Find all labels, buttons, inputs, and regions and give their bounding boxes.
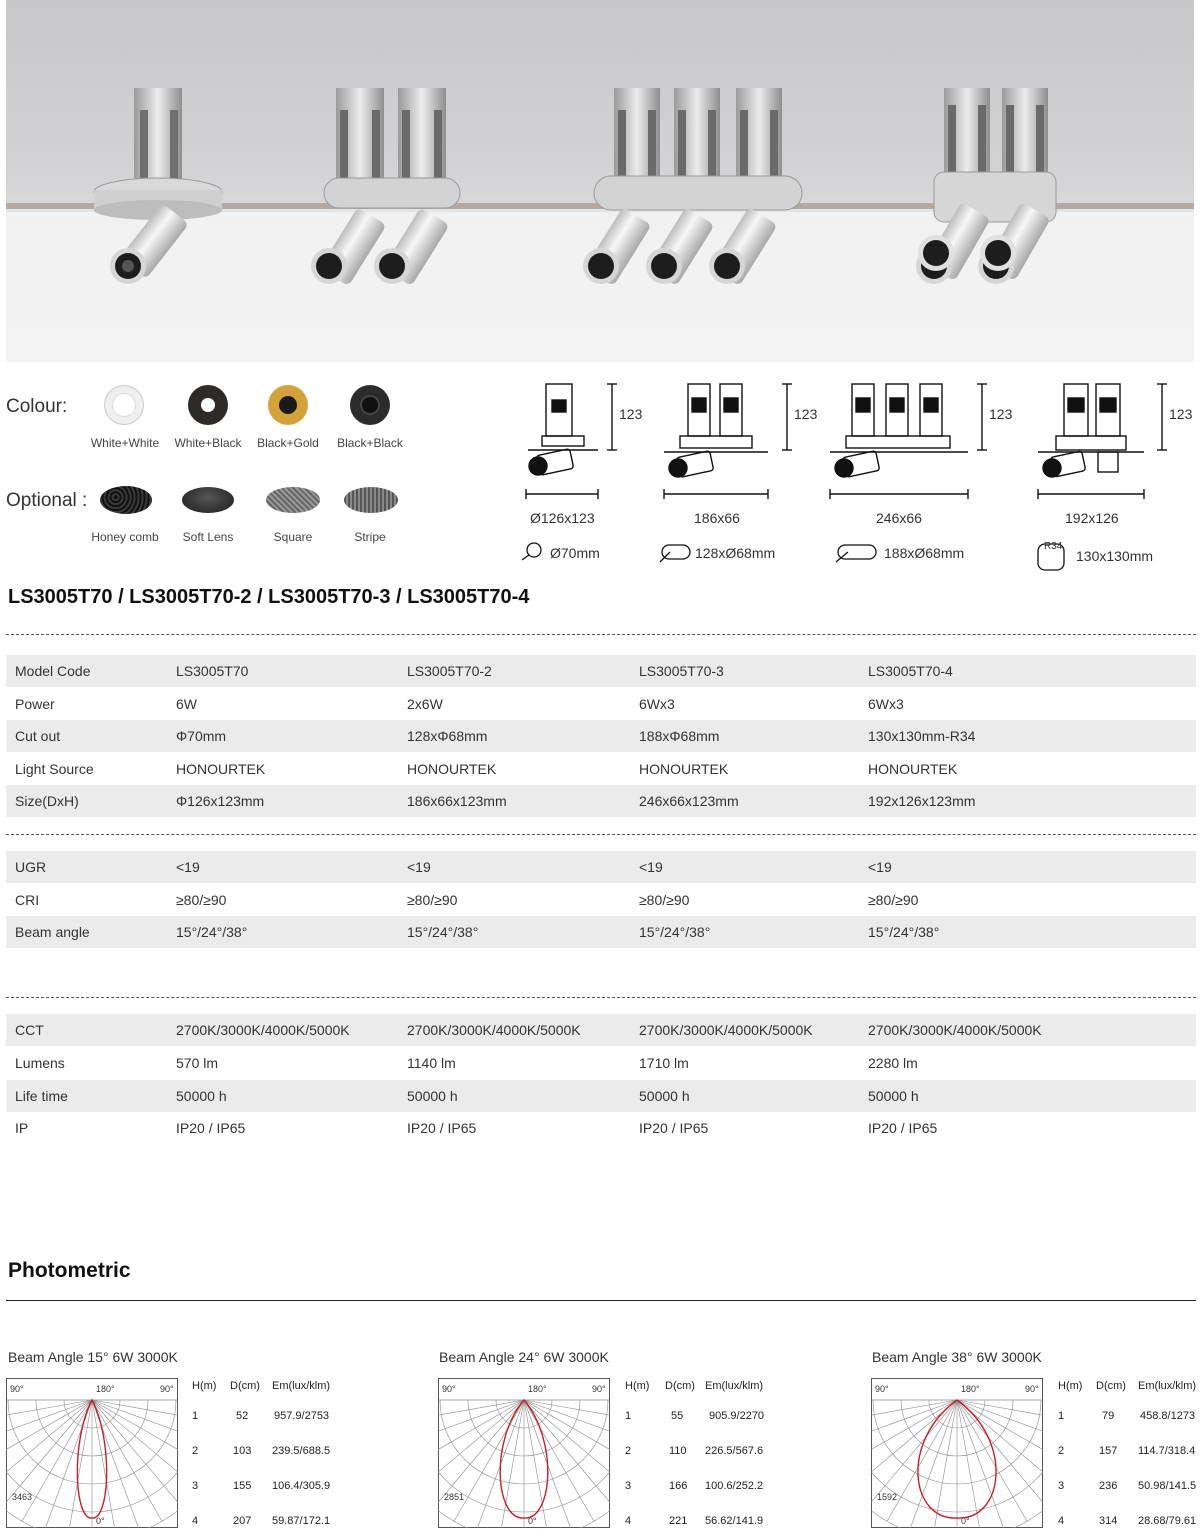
spec-value: ≥80/≥90 [868,892,919,908]
spec-value: 6Wx3 [868,696,904,712]
polar-label-top: 180° [961,1384,980,1394]
spec-value: Φ126x123mm [176,793,265,809]
spec-value: ≥80/≥90 [176,892,227,908]
spec-label: UGR [15,859,47,875]
cell: 226.5/567.6 [705,1445,764,1457]
cell: 4 [625,1515,632,1527]
photometric-title: Photometric [8,1259,131,1282]
dimension-height: 123 [619,406,643,422]
table-row [6,1112,1196,1144]
spec-value: 50000 h [407,1088,458,1104]
cell: 55 [671,1410,684,1422]
corner-radius-label: R34 [1044,541,1063,552]
spec-value: 15°/24°/38° [639,924,711,940]
colour-label: Colour: [6,396,68,417]
cell: 166 [669,1480,688,1492]
cell: 1 [625,1410,632,1422]
spec-value: <19 [868,859,892,875]
col-header: D(cm) [1096,1380,1126,1392]
polar-label-right: 90° [1025,1384,1039,1394]
polar-label-left: 90° [875,1384,889,1394]
dimension-size: Ø126x123 [530,510,595,526]
col-header: D(cm) [230,1380,260,1392]
cell: 2 [1058,1445,1065,1457]
cell: 458.8/1273 [1140,1410,1196,1422]
spec-value: 15°/24°/38° [176,924,248,940]
spec-value: 50000 h [176,1088,227,1104]
polar-label-top: 180° [528,1384,547,1394]
cell: 905.9/2270 [709,1410,765,1422]
cutout-size: 128xØ68mm [695,545,776,561]
dashed-divider [6,997,1196,998]
cutout-size: 188xØ68mm [884,545,965,561]
col-header: H(m) [1058,1380,1083,1392]
cell: 79 [1102,1410,1115,1422]
cell: 4 [192,1515,199,1527]
spec-value: 6W [176,696,197,712]
col-header: Em(lux/klm) [272,1380,331,1392]
col-header: D(cm) [665,1380,695,1392]
spec-value: 50000 h [868,1088,919,1104]
spec-value: 15°/24°/38° [407,924,479,940]
spec-value: 186x66x123mm [407,793,507,809]
colour-caption: Black+Black [337,436,403,450]
spec-label: CCT [15,1022,44,1038]
spec-value: 246x66x123mm [639,793,739,809]
spec-value: 2280 lm [868,1055,918,1071]
cell: 3 [192,1480,199,1492]
col-header: Em(lux/klm) [705,1380,764,1392]
cell: 155 [233,1480,252,1492]
cell: 2 [192,1445,199,1457]
spec-value: LS3005T70-2 [407,663,492,679]
table-row [6,753,1196,785]
photometric-divider [6,1300,1196,1301]
spec-label: CRI [15,892,40,908]
polar-label-left: 90° [10,1384,24,1394]
cell: 3 [1058,1480,1065,1492]
cell: 114.7/318.4 [1138,1445,1196,1457]
spec-label: Size(DxH) [15,793,79,809]
table-row [6,655,1196,687]
cell: 221 [669,1515,688,1527]
table-row [6,916,1196,948]
spec-value: 15°/24°/38° [868,924,940,940]
spec-value: HONOURTEK [176,761,266,777]
polar-label-bottom: 0° [961,1516,970,1526]
cell: 100.6/252.2 [705,1480,764,1492]
beam-title: Beam Angle 38° 6W 3000K [872,1349,1042,1365]
polar-label-bottom: 0° [528,1516,537,1526]
col-header: H(m) [192,1380,217,1392]
spec-value: 128xΦ68mm [407,728,488,744]
spec-label: Beam angle [15,924,90,940]
table-row [6,851,1196,883]
spec-value: 50000 h [639,1088,690,1104]
polar-label-top: 180° [96,1384,115,1394]
cell: 106.4/305.9 [272,1480,331,1492]
spec-label: IP [15,1120,29,1136]
dashed-divider [6,634,1196,635]
spec-value: <19 [407,859,431,875]
table-row [6,884,1196,916]
oval-cutout-icon [660,545,690,562]
spec-value: HONOURTEK [639,761,729,777]
col-header: H(m) [625,1380,650,1392]
spec-value: IP20 / IP65 [868,1120,938,1136]
polar-label-left: 90° [442,1384,456,1394]
optional-caption: Honey comb [91,530,159,544]
cutout-size: 130x130mm [1076,548,1154,564]
cell: 28.68/79.61 [1138,1515,1197,1527]
cutout-size: Ø70mm [550,545,600,561]
cell: 157 [1099,1445,1118,1457]
dimension-height: 123 [1169,406,1193,422]
cell: 314 [1099,1515,1118,1527]
spec-value: HONOURTEK [868,761,958,777]
cell: 1 [192,1410,199,1422]
cell: 50.98/141.5 [1138,1480,1197,1492]
spec-value: LS3005T70 [176,663,249,679]
cell: 2 [625,1445,632,1457]
spec-value: 2700K/3000K/4000K/5000K [407,1022,581,1038]
cell: 110 [669,1445,687,1457]
optional-caption: Stripe [354,530,386,544]
optional-caption: Soft Lens [182,530,234,544]
table-row [6,1014,1196,1046]
spec-value: IP20 / IP65 [639,1120,709,1136]
colour-caption: White+Black [174,436,242,450]
table-row [6,688,1196,720]
optional-label: Optional : [6,490,88,511]
cell: 52 [236,1410,249,1422]
cell: 59.87/172.1 [272,1515,331,1527]
table-row [6,785,1196,817]
polar-diagram [438,1378,610,1528]
spec-value: ≥80/≥90 [407,892,458,908]
beam-title: Beam Angle 15° 6W 3000K [8,1349,178,1365]
spec-value: IP20 / IP65 [176,1120,246,1136]
spec-value: 188xΦ68mm [639,728,720,744]
spec-value: <19 [176,859,200,875]
spec-value: 2700K/3000K/4000K/5000K [639,1022,813,1038]
spec-value: 130x130mm-R34 [868,728,976,744]
polar-diagram [871,1378,1043,1528]
table-row [6,1080,1196,1112]
cell: 56.62/141.9 [705,1515,764,1527]
polar-scale-label: 3463 [12,1492,33,1502]
oval-cutout-icon [836,545,876,562]
spec-value: 192x126x123mm [868,793,976,809]
spec-label: Power [15,696,55,712]
spec-value: 2x6W [407,696,443,712]
polar-label-right: 90° [160,1384,174,1394]
cell: 239.5/688.5 [272,1445,331,1457]
colour-caption: White+White [90,436,160,450]
polar-label-right: 90° [592,1384,606,1394]
spec-label: Light Source [15,761,94,777]
spec-value: 1140 lm [407,1055,456,1071]
cell: 3 [625,1480,632,1492]
dashed-divider [6,834,1196,835]
spec-value: 1710 lm [639,1055,689,1071]
optional-caption: Square [273,530,313,544]
spec-label: Life time [15,1088,68,1104]
table-row [6,720,1196,752]
round-cutout-icon [522,543,541,560]
spec-label: Cut out [15,728,61,744]
spec-value: Φ70mm [176,728,227,744]
spec-value: IP20 / IP65 [407,1120,477,1136]
col-header: Em(lux/klm) [1138,1380,1197,1392]
spec-value: 2700K/3000K/4000K/5000K [868,1022,1042,1038]
spec-value: 2700K/3000K/4000K/5000K [176,1022,350,1038]
dimension-height: 123 [794,406,818,422]
spec-value: <19 [639,859,663,875]
cell: 4 [1058,1515,1065,1527]
cell: 207 [233,1515,252,1527]
polar-scale-label: 2851 [444,1492,465,1502]
polar-label-bottom: 0° [96,1516,105,1526]
cell: 957.9/2753 [274,1410,330,1422]
cell: 1 [1058,1410,1065,1422]
model-title: LS3005T70 / LS3005T70-2 / LS3005T70-3 / LS3005T70-4 [8,586,530,608]
spec-value: LS3005T70-3 [639,663,724,679]
spec-label: Model Code [15,663,91,679]
dimension-size: 192x126 [1065,510,1119,526]
dimension-drawings-svg [0,0,1200,580]
dimension-size: 246x66 [876,510,922,526]
spec-value: ≥80/≥90 [639,892,690,908]
polar-diagram [6,1378,178,1528]
spec-value: 6Wx3 [639,696,675,712]
colour-caption: Black+Gold [257,436,319,450]
dimension-size: 186x66 [694,510,740,526]
table-row [6,1047,1196,1079]
spec-value: HONOURTEK [407,761,497,777]
beam-title: Beam Angle 24° 6W 3000K [439,1349,609,1365]
dimension-height: 123 [989,406,1013,422]
polar-scale-label: 1592 [877,1492,898,1502]
spec-value: LS3005T70-4 [868,663,953,679]
cell: 236 [1099,1480,1118,1492]
spec-label: Lumens [15,1055,65,1071]
cell: 103 [233,1445,252,1457]
spec-value: 570 lm [176,1055,219,1071]
